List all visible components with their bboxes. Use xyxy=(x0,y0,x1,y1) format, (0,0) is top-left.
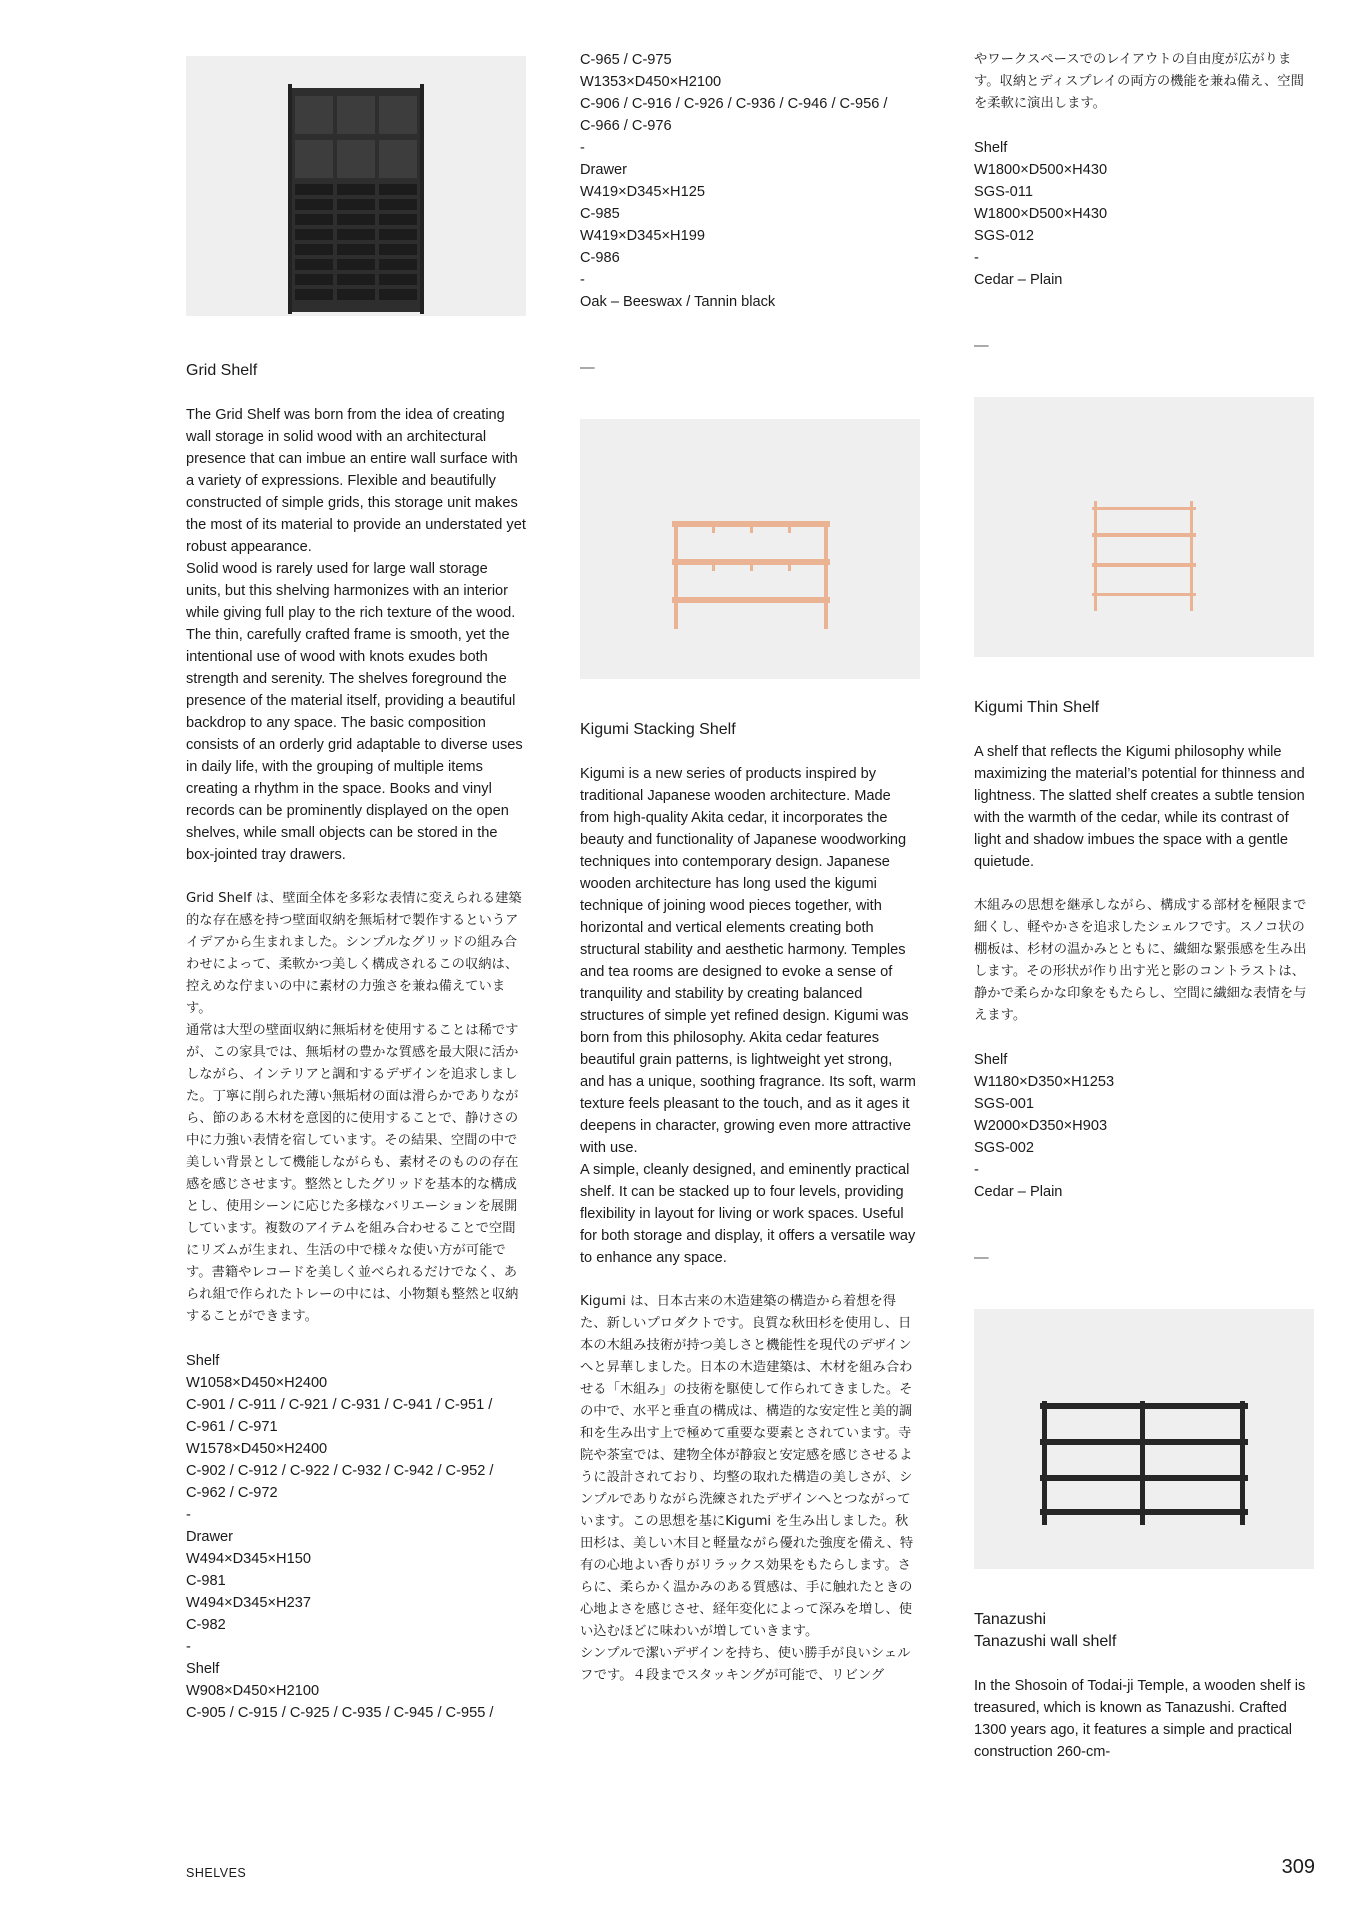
spec-line: C-906 / C-916 / C-926 / C-936 / C-946 / C-956 / xyxy=(580,96,888,112)
spec-line: C-986 xyxy=(580,250,620,266)
kigumi-stacking-shelf-title: Kigumi Stacking Shelf xyxy=(580,721,736,738)
spec-line: C-905 / C-915 / C-925 / C-935 / C-945 / C-955 / xyxy=(186,1705,494,1721)
grid-shelf-title: Grid Shelf xyxy=(186,362,258,379)
paragraph: Kigumi is a new series of products inspired by traditional Japanese wooden architecture. Made from high-quality Akita cedar, it incorporates the beauty and functionality of Japanese woodworking techniques into contemporary design. Japanese wooden architecture has long used the kigumi technique of joining wood pieces together, with horizontal and vertical elements creating both structural stability and aesthetic harmony. Temples and tea rooms are designed to evoke a sense of tranquility and stability by creating balanced structures of simple yet refined design. Kigumi was born from this philosophy. Akita cedar features beautiful grain patterns, is lightweight yet strong, and has a unique, soothing fragrance. Its soft, warm texture feels pleasant to the touch, and as it ages it deepens in character, growing even more attractive with use. xyxy=(580,766,916,1156)
spec-line: W494×D345×H150 xyxy=(186,1551,311,1567)
spec-line: W1800×D500×H430 xyxy=(974,206,1108,222)
paragraph: The Grid Shelf was born from the idea of creating wall storage in solid wood with an architectural presence that can imbue an entire wall surface with a variety of expressions. Flexible and beautifully constructed of simple grids, this storage unit makes the most of its material to provide an understated yet robust appearance. xyxy=(186,407,526,555)
tanazushi-image xyxy=(974,1309,1314,1569)
spec-line: - xyxy=(974,1162,979,1178)
spec-line: - xyxy=(186,1507,191,1523)
paragraph: シンプルで潔いデザインを持ち、使い勝手が良いシェルフです。４段までスタッキングが可能で、リビング xyxy=(580,1646,911,1683)
spec-line: Shelf xyxy=(186,1661,220,1677)
tanazushi-title-line-2: Tanazushi wall shelf xyxy=(974,1633,1117,1650)
kigumi-thin-shelf-specs xyxy=(974,1049,1314,1203)
spec-line: Drawer xyxy=(186,1529,234,1545)
kigumi-thin-shelf-title: Kigumi Thin Shelf xyxy=(974,699,1100,716)
spec-line: Shelf xyxy=(186,1353,220,1369)
grid-shelf-specs-continued xyxy=(580,49,920,313)
paragraph: Solid wood is rarely used for large wall storage units, but this shelving harmonizes with an interior while giving full play to the rich texture of the wood. The thin, carefully crafted frame is smooth, yet the intentional use of wood with knots exudes both strength and serenity. The shelves foreground the presence of the material itself, providing a beautiful backdrop to any space. The basic composition consists of an orderly grid adaptable to diverse uses in daily life, with the grouping of multiple items creating a rhythm in the space. Books and vinyl records can be prominently displayed on the open shelves, while small objects can be stored in the box-jointed tray drawers. xyxy=(186,561,523,863)
spec-line: W494×D345×H237 xyxy=(186,1595,311,1611)
spec-line: C-965 / C-975 xyxy=(580,52,672,68)
spec-line: W1180×D350×H1253 xyxy=(974,1074,1115,1090)
paragraph: Kigumi は、日本古来の木造建築の構造から着想を得た、新しいプロダクトです。良質な秋田杉を使用し、日本の木組み技術が持つ美しさと機能性を現代のデザインへと昇華しました。日本の木造建築は、木材を組み合わせる「木組み」の技術を駆使して作られてきました。その中で、水平と垂直の構成は、構造的な安定性と美的調和を生み出す上で極めて重要な要素とされています。寺院や茶室では、建物全体が静寂と安定感を感じさせるように設計されており、均整の取れた構造の美しさが、シンプルでありながら洗練されたデザインへとつながっています。この思想を基にKigumi を生み出しました。秋田杉は、美しい木目と軽量ながら優れた強度を備え、特有の心地よい香りがリラックス効果をもたらします。さらに、柔らかく温かみのある質感は、手に触れたときの心地よさを感じさせ、経年変化によって深みを増し、使い込むほどに味わいが増していきます。 xyxy=(580,1294,914,1639)
paragraph: A simple, cleanly designed, and eminently practical shelf. It can be stacked up to four levels, providing flexibility in layout for living or work spaces. Useful for both storage and display, it offers a versatile way to enhance any space. xyxy=(580,1162,916,1266)
spec-line: C-981 xyxy=(186,1573,226,1589)
separator: — xyxy=(580,360,595,376)
spec-line: W908×D450×H2100 xyxy=(186,1683,320,1699)
spec-line: - xyxy=(580,140,585,156)
spec-line: W1800×D500×H430 xyxy=(974,162,1108,178)
spec-line: W1353×D450×H2100 xyxy=(580,74,722,90)
kigumi-stacking-shelf-image xyxy=(580,419,920,679)
spec-line: Shelf xyxy=(974,1052,1008,1068)
spec-line: C-902 / C-912 / C-922 / C-932 / C-942 / C-952 / xyxy=(186,1463,494,1479)
grid-shelf-specs xyxy=(186,1350,526,1724)
spec-line: Drawer xyxy=(580,162,628,178)
spec-line: C-982 xyxy=(186,1617,226,1633)
spec-line: C-985 xyxy=(580,206,620,222)
separator: — xyxy=(974,338,989,354)
spec-line: - xyxy=(974,250,979,266)
separator: — xyxy=(974,1250,989,1266)
spec-line: SGS-001 xyxy=(974,1096,1035,1112)
spec-line: W2000×D350×H903 xyxy=(974,1118,1108,1134)
kigumi-stacking-shelf-specs xyxy=(974,137,1314,291)
spec-line: SGS-002 xyxy=(974,1140,1035,1156)
spec-line: Cedar – Plain xyxy=(974,272,1063,288)
spec-line: W1578×D450×H2400 xyxy=(186,1441,328,1457)
grid-shelf-description-ja xyxy=(186,888,526,1328)
grid-shelf-description-en xyxy=(186,404,526,866)
spec-line: C-966 / C-976 xyxy=(580,118,672,134)
spec-line: - xyxy=(186,1639,191,1655)
footer-section-label: SHELVES xyxy=(186,1866,247,1880)
page-number: 309 xyxy=(1281,1856,1315,1878)
spec-line: Oak – Beeswax / Tannin black xyxy=(580,294,776,310)
grid-shelf-illustration xyxy=(186,56,526,316)
paragraph: Grid Shelf は、壁面全体を多彩な表情に変えられる建築的な存在感を持つ壁面収納を無垢材で製作するというアイデアから生まれました。シンプルなグリッドの組み合わせによって、柔軟かつ美しく構成されるこの収納は、控えめな佇まいの中に素材の力強さを兼ね備えています。 xyxy=(186,891,522,1016)
tanazushi-title xyxy=(974,1609,1314,1653)
kigumi-thin-shelf-description-en: A shelf that reflects the Kigumi philosophy while maximizing the material’s potential for thinness and lightness. The slatted shelf creates a subtle tension with the warmth of the cedar, while its contrast of light and shadow imbues the space with a gentle quietude. xyxy=(974,744,1305,870)
column-1 xyxy=(186,0,526,1724)
spec-line: Cedar – Plain xyxy=(974,1184,1063,1200)
spec-line: C-961 / C-971 xyxy=(186,1419,278,1435)
spec-line: W419×D345×H125 xyxy=(580,184,705,200)
kigumi-thin-shelf-illustration xyxy=(974,397,1314,657)
column-2 xyxy=(580,49,920,1687)
spec-line: C-901 / C-911 / C-921 / C-931 / C-941 / C-951 / xyxy=(186,1397,493,1413)
spec-line: W419×D345×H199 xyxy=(580,228,705,244)
paragraph: 通常は大型の壁面収納に無垢材を使用することは稀ですが、この家具では、無垢材の豊かな質感を最大限に活かしながら、インテリアと調和するデザインを追求しました。丁寧に削られた薄い無垢材の面は滑らかでありながら、節のある木材を意図的に使用することで、静けさの中に力強い表情を宿しています。その結果、空間の中で美しい背景として機能しながらも、素材そのものの存在感を感じさせます。整然としたグリッドを基本的な構成とし、使用シーンに応じた多様なバリエーションを展開しています。複数のアイテムを組み合わせることで空間にリズムが生まれ、生活の中で様々な使い方が可能です。書籍やレコードを美しく並べられるだけでなく、あられ組で作られたトレーの中には、小物類も整然と収納することができます。 xyxy=(186,1023,519,1324)
kigumi-stacking-shelf-description-en xyxy=(580,763,920,1269)
spec-line: C-962 / C-972 xyxy=(186,1485,278,1501)
spec-line: SGS-012 xyxy=(974,228,1035,244)
spec-line: SGS-011 xyxy=(974,184,1033,200)
kigumi-thin-shelf-description-ja: 木組みの思想を継承しながら、構成する部材を極限まで細くし、軽やかさを追求したシェルフです。スノコ状の棚板は、杉材の温かみとともに、繊細な緊張感を生み出します。その形状が作り出す光と影のコントラストは、静かで柔らかな印象をもたらし、空間に繊細な表情を与えます。 xyxy=(974,898,1307,1023)
spec-line: Shelf xyxy=(974,140,1008,156)
kigumi-stacking-shelf-description-ja-continued: やワークスペースでのレイアウトの自由度が広がります。収納とディスプレイの両方の機能を兼ね備え、空間を柔軟に演出します。 xyxy=(974,52,1304,111)
grid-shelf-image xyxy=(186,56,526,316)
spec-line: - xyxy=(580,272,585,288)
tanazushi-description-en: In the Shosoin of Todai-ji Temple, a wooden shelf is treasured, which is known as Tanazushi. Crafted 1300 years ago, it features a simple and practical construction 260-cm- xyxy=(974,1678,1306,1760)
kigumi-thin-shelf-image xyxy=(974,397,1314,657)
kigumi-stacking-shelf-description-ja xyxy=(580,1291,920,1687)
tanazushi-illustration xyxy=(974,1309,1314,1569)
spec-line: W1058×D450×H2400 xyxy=(186,1375,328,1391)
kigumi-stacking-shelf-illustration xyxy=(580,419,920,679)
column-3 xyxy=(974,49,1314,1763)
tanazushi-title-line-1: Tanazushi xyxy=(974,1611,1047,1628)
